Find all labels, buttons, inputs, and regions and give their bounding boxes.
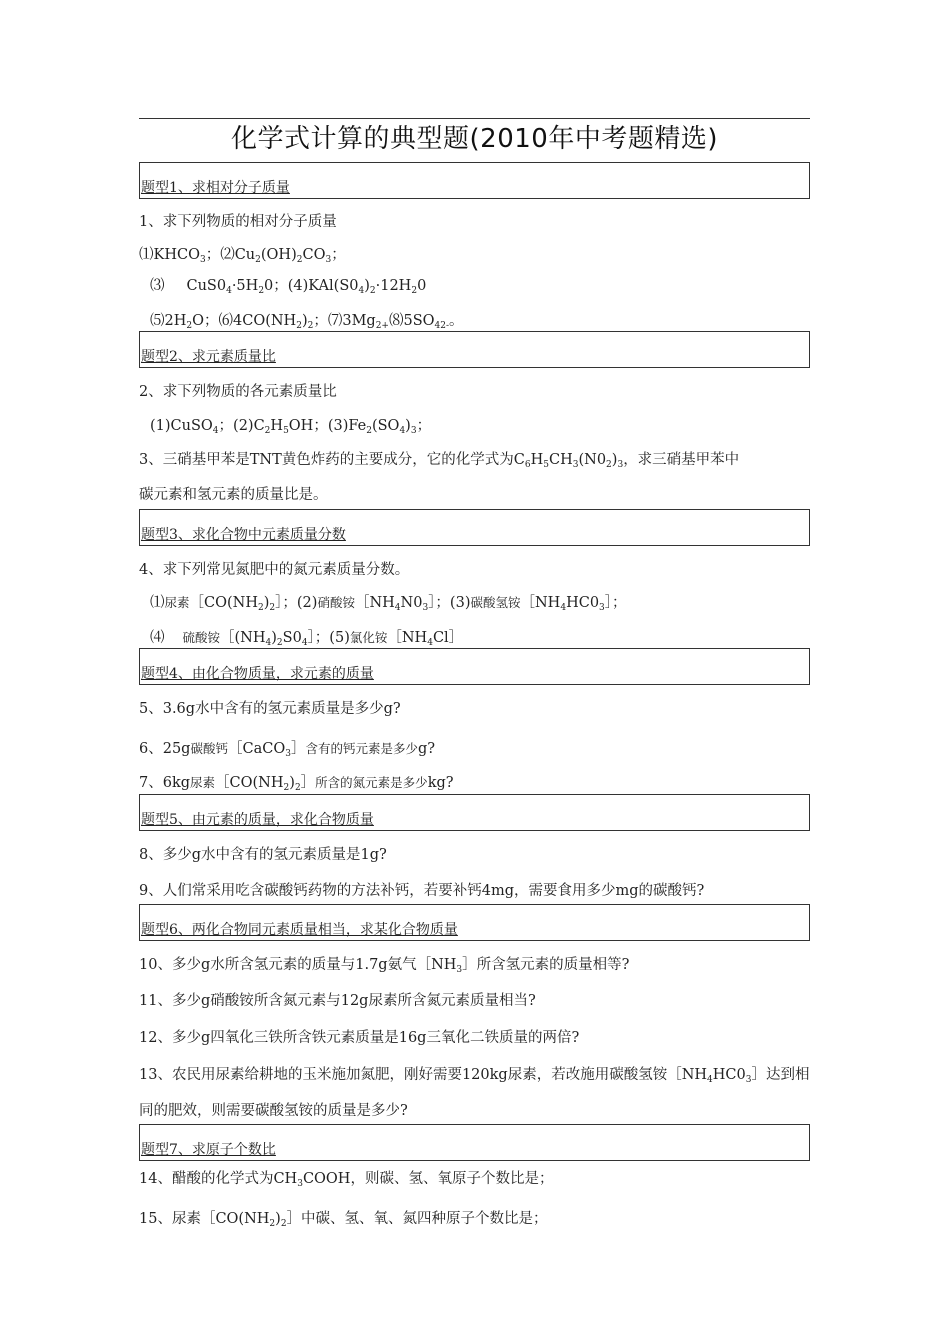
question-1-line-b: ⑶ $CuS0_4\cdot 5H_20$；$(4)KAl(S0_4)_2\cdot 12H_20$ bbox=[150, 278, 427, 296]
section-3-box bbox=[139, 509, 810, 546]
question-6: 6、25g碳酸钙［CaCO$_3$］含有的钙元素是多少g? bbox=[139, 741, 436, 759]
section-7-box bbox=[139, 1124, 810, 1161]
section-5-box bbox=[139, 794, 810, 831]
question-2-formulas: (1)CuSO$_4$；$(2)C_2H_5OH$；$(3)Fe_2(SO_4)_3$； bbox=[150, 418, 432, 436]
question-11: 11、多少g硝酸铵所含氮元素与12g尿素所含氮元素质量相当? bbox=[139, 993, 536, 1009]
section-5-heading: 题型5、由元素的质量，求化合物质量 bbox=[141, 812, 374, 828]
section-3-heading: 题型3、求化合物中元素质量分数 bbox=[141, 527, 346, 543]
section-2-box bbox=[139, 331, 810, 368]
question-1-line-c: $⑸2H_2O$；$⑹4CO(NH_2)_2$；$⑺3Mg_{2+}⑻5SO_{42-}$。 bbox=[150, 313, 464, 331]
section-6-heading: 题型6、两化合物同元素质量相当，求某化合物质量 bbox=[141, 922, 458, 938]
question-10: 10、多少g水所含氢元素的质量与1.7g氨气$[NH_3]$所含氢元素的质量相等? bbox=[139, 957, 630, 975]
question-14: 14、醋酸的化学式为$CH_3COOH$，则碳、氢、氧原子个数比是； bbox=[139, 1171, 554, 1189]
question-1-line-a: $⑴KHCO_3$；$⑵Cu_2(OH)_2CO_3$； bbox=[139, 247, 346, 265]
top-rule bbox=[139, 118, 810, 119]
section-7-heading: 题型7、求原子个数比 bbox=[141, 1142, 276, 1158]
question-15: 15、尿素$[CO(NH_2)_2]$中碳、氢、氧、氮四种原子个数比是； bbox=[139, 1211, 548, 1229]
section-1-box bbox=[139, 162, 810, 199]
section-1-heading: 题型1、求相对分子质量 bbox=[141, 180, 290, 196]
question-1-stem: 1、求下列物质的相对分子质量 bbox=[139, 214, 337, 230]
section-4-box bbox=[139, 648, 810, 685]
question-3-line-b: 碳元素和氢元素的质量比是。 bbox=[139, 487, 328, 503]
question-4-line-b: ⑷ 硫酸铵$[(NH_4)_2S0_4]$；(5)氯化铵$[NH_4Cl]$ bbox=[150, 630, 464, 648]
page-title: 化学式计算的典型题(2010年中考题精选) bbox=[231, 124, 718, 154]
question-13-line-a: 13、农民用尿素给耕地的玉米施加氮肥，刚好需要120kg尿素，若改施用碳酸氢铵$[NH_4HC0_3]$达到相 bbox=[139, 1067, 810, 1085]
section-6-box bbox=[139, 904, 810, 941]
question-13-line-b: 同的肥效，则需要碳酸氢铵的质量是多少? bbox=[139, 1103, 408, 1119]
question-2-stem: 2、求下列物质的各元素质量比 bbox=[139, 384, 337, 400]
section-4-heading: 题型4、由化合物质量，求元素的质量 bbox=[141, 666, 374, 682]
question-3-line-a: 3、三硝基甲苯是TNT黄色炸药的主要成分，它的化学式为$C_6H_5CH_3(N0_2)_3$，求三硝基甲苯中 bbox=[139, 452, 740, 470]
question-4-line-a: ⑴尿素$[CO(NH_2)_2]$；(2)硝酸铵$[NH_4N0_3]$；(3)碳酸氢铵$[NH_4HC0_3]$； bbox=[150, 595, 627, 613]
section-2-heading: 题型2、求元素质量比 bbox=[141, 349, 276, 365]
question-7: 7、6kg尿素$[CO(NH_2)_2]$所含的氮元素是多少kg? bbox=[139, 775, 454, 793]
question-12: 12、多少g四氧化三铁所含铁元素质量是16g三氧化二铁质量的两倍? bbox=[139, 1030, 580, 1046]
question-9: 9、人们常采用吃含碳酸钙药物的方法补钙，若要补钙4mg，需要食用多少mg的碳酸钙? bbox=[139, 883, 705, 899]
question-5: 5、3.6g水中含有的氢元素质量是多少g? bbox=[139, 701, 401, 717]
question-4-stem: 4、求下列常见氮肥中的氮元素质量分数。 bbox=[139, 562, 410, 578]
question-8: 8、多少g水中含有的氢元素质量是1g? bbox=[139, 847, 387, 863]
